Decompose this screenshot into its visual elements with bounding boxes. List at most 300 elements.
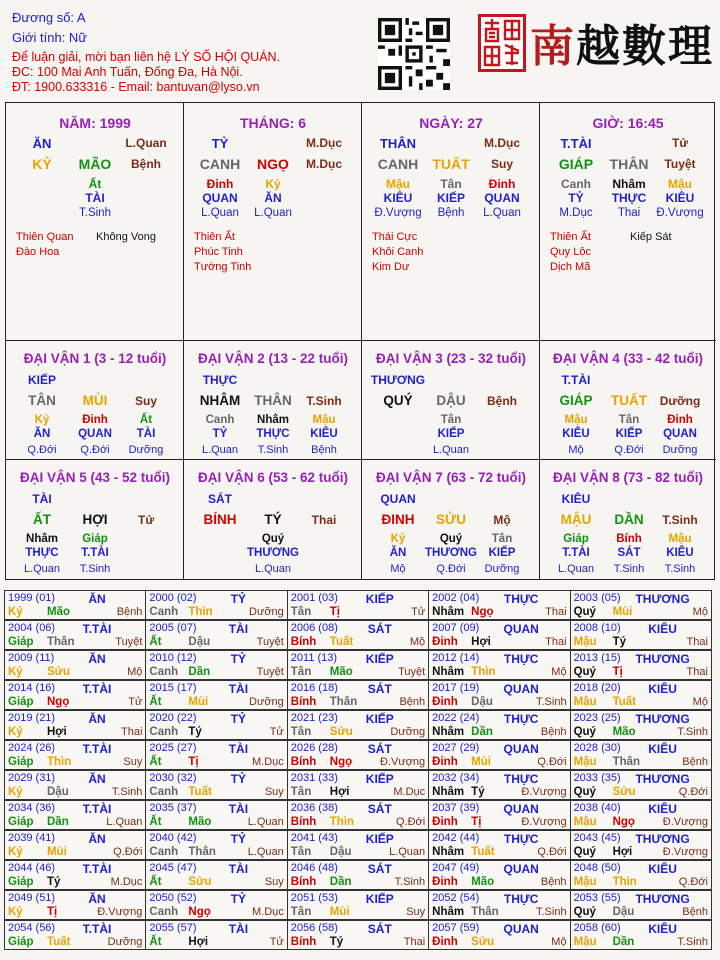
main-star-state: M.Dục	[484, 136, 520, 150]
year-cell	[570, 590, 712, 620]
main-star-state: Tử	[671, 136, 689, 150]
year-star: KIẾP	[365, 892, 394, 906]
year-stem: Đinh	[432, 756, 458, 768]
year-branch: Mão	[188, 816, 212, 828]
dai-van-star: THƯƠNG	[370, 373, 426, 387]
year-star: KIẾP	[365, 592, 394, 606]
year-cell	[145, 800, 287, 830]
year-branch: Thìn	[612, 876, 637, 888]
year-star: KIẾP	[365, 772, 394, 786]
year-state: Tuyệt	[115, 636, 143, 648]
year-label: 2016 (18)	[290, 682, 338, 694]
qr-code-icon	[378, 18, 450, 90]
earthly-branch: NGỌ	[257, 156, 289, 172]
year-branch: Ngọ	[612, 816, 635, 828]
hidden-state: Bệnh	[437, 207, 465, 219]
year-star: ĂN	[88, 712, 106, 726]
year-cell	[428, 650, 570, 680]
main-star: ĂN	[32, 136, 52, 151]
hidden-stem: Canh	[561, 177, 591, 191]
year-star: ĂN	[88, 892, 106, 906]
branch-state: M.Dục	[306, 157, 342, 171]
year-label: 2025 (27)	[149, 742, 197, 754]
year-branch: Ngọ	[188, 906, 211, 918]
year-label: 2005 (07)	[149, 622, 197, 634]
dai-van-cell	[184, 341, 362, 460]
year-cell	[287, 650, 429, 680]
hidden-state: L.Quan	[483, 207, 521, 219]
year-cell	[428, 890, 570, 920]
year-label: 2023 (25)	[573, 712, 621, 724]
dai-van-branch: SỬU	[436, 512, 466, 527]
dai-van-star: KIÊU	[561, 492, 591, 506]
dai-van-hidden-star: T.TÀI	[562, 547, 590, 559]
year-cell	[4, 620, 146, 650]
dai-van-stem: BÍNH	[203, 512, 237, 527]
year-star: THƯƠNG	[635, 712, 690, 726]
year-cell	[145, 710, 287, 740]
year-branch: Ngọ	[329, 756, 353, 768]
year-branch: Dần	[329, 876, 352, 888]
year-state: L.Quan	[247, 846, 284, 858]
year-label: 2030 (32)	[149, 772, 197, 784]
year-stem: Giáp	[8, 636, 34, 648]
year-cell	[287, 710, 429, 740]
year-cell	[428, 770, 570, 800]
year-branch: Mão	[47, 606, 70, 618]
year-label: 2049 (51)	[8, 892, 56, 904]
year-state: Tử	[128, 696, 143, 708]
dai-van-hidden-star: T.TÀI	[81, 547, 109, 559]
dai-van-state: Mộ	[493, 513, 511, 527]
year-label: 2050 (52)	[149, 892, 197, 904]
year-cell	[287, 590, 429, 620]
year-label: 2003 (05)	[573, 592, 621, 604]
year-branch: Dần	[47, 816, 69, 828]
year-state: Q.Đới	[678, 786, 708, 798]
dai-van-hidden-stem: Quý	[261, 533, 285, 545]
year-cell	[428, 800, 570, 830]
dai-van-hidden-stem: Kỷ	[390, 533, 406, 545]
year-star: KIÊU	[648, 922, 677, 936]
year-label: 2032 (34)	[432, 772, 480, 784]
year-cell	[570, 800, 712, 830]
year-star: TÀI	[228, 862, 249, 876]
year-label: 2056 (58)	[290, 922, 338, 934]
year-stem: Mậu	[573, 636, 597, 648]
dai-van-stem: GIÁP	[559, 393, 593, 408]
year-star: THỰC	[503, 652, 539, 666]
year-branch: Tị	[188, 756, 199, 768]
year-label: 2018 (20)	[573, 682, 621, 694]
year-cell	[4, 830, 146, 860]
year-label: 2058 (60)	[573, 922, 621, 934]
year-cell	[570, 770, 712, 800]
year-branch: Hợi	[329, 786, 350, 798]
dai-van-hidden-stem: Nhâm	[26, 533, 58, 545]
branch-state: Tuyệt	[664, 157, 696, 171]
year-stem: Giáp	[8, 756, 34, 768]
year-branch: Thìn	[188, 606, 213, 618]
year-stem: Tân	[290, 906, 312, 918]
year-state: M.Dục	[252, 906, 284, 918]
year-label: 2001 (03)	[290, 592, 338, 604]
year-label: 2039 (41)	[8, 832, 56, 844]
hidden-state: Đ.Vượng	[656, 207, 704, 219]
year-state: Dưỡng	[249, 606, 284, 618]
year-star: T.TÀI	[82, 862, 112, 876]
year-row	[4, 650, 716, 680]
year-stem: Giáp	[8, 696, 34, 708]
year-branch: Mùi	[188, 696, 209, 708]
year-star: SÁT	[367, 922, 392, 936]
year-label: 2052 (54)	[432, 892, 480, 904]
year-branch: Tuất	[47, 936, 71, 948]
year-branch: Mão	[612, 726, 636, 738]
year-label: 2024 (26)	[8, 742, 56, 754]
year-star: THƯƠNG	[635, 652, 690, 666]
year-label: 2047 (49)	[432, 862, 480, 874]
year-branch: Thân	[329, 696, 358, 708]
spirit: Quy Lộc	[550, 246, 591, 258]
pillar-month	[184, 103, 362, 341]
dai-van-cell	[184, 460, 362, 579]
year-stem: Tân	[290, 666, 312, 678]
year-cell	[428, 740, 570, 770]
year-stem: Quý	[573, 786, 596, 798]
year-star: T.TÀI	[82, 682, 112, 696]
hidden-star: TỶ	[568, 191, 584, 205]
year-stem: Canh	[149, 666, 179, 678]
dai-van-hidden-stem: Kỷ	[34, 414, 50, 426]
year-stem: Kỷ	[8, 786, 23, 798]
year-state: T.Sinh	[535, 696, 567, 708]
year-cell	[145, 890, 287, 920]
year-state: Thai	[545, 606, 567, 618]
hidden-star: QUAN	[484, 191, 520, 205]
dai-van-branch: DẬU	[436, 393, 466, 408]
year-branch: Thân	[471, 906, 499, 918]
year-label: 2007 (09)	[432, 622, 480, 634]
dai-van-star: T.TÀI	[561, 373, 591, 387]
year-cell	[4, 710, 146, 740]
year-cell	[145, 590, 287, 620]
year-cell	[4, 740, 146, 770]
year-star: TỶ	[230, 832, 247, 846]
year-state: Dưỡng	[249, 696, 284, 708]
year-branch: Tuất	[329, 636, 354, 648]
earthly-branch: THÂN	[609, 156, 649, 172]
year-state: Suy	[264, 786, 284, 798]
header	[0, 0, 720, 100]
year-branch: Dần	[471, 726, 493, 738]
year-branch: Dậu	[471, 696, 493, 708]
heavenly-stem: CANH	[377, 156, 419, 172]
dai-van-hidden-stem: Giáp	[563, 533, 589, 545]
year-stem: Ất	[149, 696, 162, 708]
year-label: 2015 (17)	[149, 682, 197, 694]
year-cell	[287, 620, 429, 650]
year-label: 2031 (33)	[290, 772, 338, 784]
year-star: SÁT	[367, 742, 392, 756]
year-state: Thai	[686, 636, 708, 648]
year-state: Dưỡng	[107, 936, 143, 948]
hidden-state: Đ.Vượng	[374, 207, 422, 219]
year-stem: Ất	[149, 936, 162, 948]
dai-van-title: ĐẠI VẬN 2 (13 - 22 tuổi)	[197, 351, 349, 366]
year-state: Thai	[545, 636, 567, 648]
dai-van-stem: NHÂM	[199, 393, 241, 408]
dai-van-state: Dưỡng	[659, 394, 701, 408]
year-star: TÀI	[228, 682, 249, 696]
year-branch: Thân	[188, 846, 216, 858]
year-stem: Tân	[290, 606, 312, 618]
year-star: TÀI	[228, 622, 249, 636]
dai-van-hidden-stem: Canh	[205, 414, 235, 426]
pillar-title: NGÀY: 27	[419, 115, 483, 131]
year-cell	[570, 830, 712, 860]
dai-van-hidden-star: KIÊU	[310, 428, 338, 440]
year-state: T.Sinh	[535, 906, 567, 918]
dai-van-hidden-state: Dưỡng	[484, 563, 520, 575]
dai-van-hidden-star: THƯƠNG	[425, 547, 477, 559]
hidden-stem: Mậu	[668, 177, 692, 191]
branch-state: Bệnh	[131, 157, 161, 171]
year-cell	[287, 680, 429, 710]
year-cell	[4, 860, 146, 890]
dai-van-hidden-stem: Tân	[440, 414, 462, 426]
dai-van-hidden-star: QUAN	[78, 428, 112, 440]
year-star: KIÊU	[648, 742, 677, 756]
main-star: TỶ	[211, 136, 229, 151]
year-branch: Mão	[471, 876, 495, 888]
year-row	[4, 830, 716, 860]
dai-van-stem: MẬU	[560, 512, 592, 527]
year-stem: Giáp	[8, 936, 34, 948]
dai-van-hidden-star: TỶ	[212, 428, 228, 440]
year-state: Đ.Vượng	[521, 786, 567, 798]
year-stem: Đinh	[432, 636, 458, 648]
year-row	[4, 620, 716, 650]
year-stem: Tân	[290, 726, 312, 738]
dai-van-title: ĐẠI VẬN 4 (33 - 42 tuổi)	[552, 351, 704, 366]
year-stem: Đinh	[432, 936, 458, 948]
hidden-stem: Kỷ	[265, 177, 281, 191]
year-star: T.TÀI	[82, 622, 112, 636]
dai-van-hidden-star: KIẾP	[488, 547, 516, 559]
year-state: Mộ	[127, 666, 143, 678]
hidden-stem: Đinh	[206, 177, 234, 191]
year-label: 2000 (02)	[149, 592, 197, 604]
dai-van-state: Tử	[137, 513, 155, 527]
year-stem: Bính	[290, 636, 317, 648]
year-stem: Ất	[149, 876, 162, 888]
year-state: Mộ	[409, 636, 426, 648]
dai-van-hidden-stem: Ất	[139, 414, 153, 426]
dai-van-star: TÀI	[32, 492, 52, 506]
dai-van-stem: ẤT	[33, 512, 51, 527]
brand-title: 南越數理	[530, 21, 714, 72]
year-state: Q.Đới	[537, 756, 567, 768]
dai-van-star: THỰC	[202, 373, 238, 387]
dai-van-hidden-star: KIÊU	[562, 428, 590, 440]
earthly-branch: TUẤT	[432, 156, 470, 172]
year-cell	[287, 860, 429, 890]
main-star: T.TÀI	[560, 136, 592, 151]
year-row	[4, 770, 716, 800]
year-cell	[4, 680, 146, 710]
year-branch: Thìn	[471, 666, 496, 678]
hidden-star: KIẾP	[436, 191, 466, 205]
dai-van-state: T.Sinh	[662, 513, 698, 527]
year-state: T.Sinh	[394, 876, 426, 888]
dai-van-hidden-stem: Nhâm	[257, 414, 289, 426]
year-star: SÁT	[367, 802, 392, 816]
pillar-title: THÁNG: 6	[239, 115, 307, 131]
dai-van-title: ĐẠI VẬN 1 (3 - 12 tuổi)	[23, 351, 167, 366]
year-label: 2020 (22)	[149, 712, 197, 724]
year-stem: Mậu	[573, 696, 597, 708]
year-label: 2011 (13)	[290, 652, 338, 664]
year-star: SÁT	[367, 622, 392, 636]
dai-van-hidden-stem: Quý	[439, 533, 463, 545]
year-branch: Hợi	[188, 936, 209, 948]
year-label: 2002 (04)	[432, 592, 480, 604]
year-cell	[4, 890, 146, 920]
year-cell	[570, 710, 712, 740]
year-branch: Tuất	[188, 786, 212, 798]
year-star: THƯƠNG	[635, 592, 690, 606]
year-star: TỶ	[230, 892, 247, 906]
year-label: 2004 (06)	[8, 622, 56, 634]
hidden-state: L.Quan	[254, 207, 292, 219]
dai-van-hidden-state: L.Quan	[254, 563, 292, 575]
year-row	[4, 590, 716, 620]
year-branch: Dậu	[188, 636, 211, 648]
year-state: L.Quan	[389, 846, 426, 858]
year-row	[4, 800, 716, 830]
year-label: 2042 (44)	[432, 832, 480, 844]
year-label: 2033 (35)	[573, 772, 621, 784]
year-label: 2044 (46)	[8, 862, 56, 874]
spirit: Kiếp Sát	[630, 231, 672, 243]
heavenly-stem: KỶ	[32, 156, 52, 172]
year-branch: Mùi	[471, 756, 491, 768]
dai-van-hidden-state: L.Quan	[557, 563, 595, 575]
year-stem: Tân	[290, 846, 312, 858]
year-branch: Sửu	[329, 726, 353, 738]
year-label: 2057 (59)	[432, 922, 480, 934]
year-state: Mộ	[692, 696, 708, 708]
year-star: QUAN	[503, 862, 539, 876]
year-branch: Mão	[329, 666, 353, 678]
year-stem: Giáp	[8, 816, 34, 828]
dai-van-title: ĐẠI VẬN 7 (63 - 72 tuổi)	[375, 470, 527, 485]
year-branch: Mùi	[612, 606, 633, 618]
year-stem: Quý	[573, 606, 596, 618]
year-stem: Canh	[149, 726, 179, 738]
year-star: T.TÀI	[82, 922, 112, 936]
year-label: 2028 (30)	[573, 742, 621, 754]
year-stem: Quý	[573, 726, 596, 738]
year-branch: Tý	[329, 936, 344, 948]
year-branch: Tị	[471, 816, 482, 828]
year-stem: Nhâm	[432, 666, 465, 678]
dai-van-hidden-star: KIẾP	[437, 428, 465, 440]
pillar-hour	[540, 103, 716, 341]
year-cell	[570, 920, 712, 950]
year-branch: Sửu	[612, 786, 636, 798]
hidden-star: THỰC	[611, 191, 647, 205]
year-star: ĂN	[88, 592, 106, 606]
year-star: ĂN	[88, 652, 106, 666]
year-cell	[145, 740, 287, 770]
year-cell	[145, 620, 287, 650]
dai-van-stem: QUÝ	[383, 393, 413, 408]
year-state: Q.Đới	[395, 816, 426, 828]
year-label: 2013 (15)	[573, 652, 621, 664]
dai-van-hidden-star: SÁT	[617, 547, 641, 559]
year-cell	[4, 920, 146, 950]
dai-van-cell	[362, 460, 540, 579]
dai-van-hidden-state: Q.Đới	[80, 444, 110, 456]
year-star: KIÊU	[648, 862, 677, 876]
year-stem: Kỷ	[8, 666, 23, 678]
main-star-state: M.Dục	[306, 136, 342, 150]
year-label: 2034 (36)	[8, 802, 56, 814]
phone-email-line: ĐT: 1900.633316 - Email: bantuvan@lyso.vn	[12, 80, 260, 94]
year-label: 2021 (23)	[290, 712, 338, 724]
year-row	[4, 680, 716, 710]
year-branch: Sửu	[188, 876, 212, 888]
year-stem: Ất	[149, 636, 162, 648]
year-cell	[428, 680, 570, 710]
year-cell	[428, 620, 570, 650]
year-stem: Quý	[573, 846, 596, 858]
dai-van-hidden-stem: Mậu	[564, 414, 588, 426]
year-star: TỶ	[230, 772, 247, 786]
year-state: Thai	[120, 726, 143, 738]
year-state: Dưỡng	[390, 726, 426, 738]
hidden-star: KIÊU	[383, 191, 413, 205]
year-star: TỶ	[230, 712, 247, 726]
year-branch: Tý	[612, 636, 626, 648]
year-row	[4, 710, 716, 740]
year-label: 2010 (12)	[149, 652, 197, 664]
dai-van-branch: TÝ	[264, 512, 282, 527]
dai-van-hidden-stem: Đinh	[82, 414, 108, 426]
dai-van-hidden-state: Mộ	[568, 444, 584, 456]
year-branch: Dậu	[329, 846, 352, 858]
year-branch: Tý	[471, 786, 485, 798]
year-branch: Thân	[47, 636, 75, 648]
year-stem: Đinh	[432, 816, 458, 828]
spirit: Thiên Ất	[194, 231, 235, 243]
dai-van-hidden-star: THỰC	[25, 547, 59, 559]
year-state: Mộ	[692, 606, 708, 618]
year-stem: Giáp	[8, 876, 34, 888]
year-label: 2006 (08)	[290, 622, 338, 634]
year-cell	[4, 770, 146, 800]
year-cell	[287, 770, 429, 800]
year-state: Tuyệt	[398, 666, 426, 678]
year-state: Tử	[411, 606, 426, 618]
year-star: TÀI	[228, 742, 249, 756]
gender: Giới tính: Nữ	[12, 30, 88, 45]
dai-van-title: ĐẠI VẬN 5 (43 - 52 tuổi)	[19, 470, 171, 485]
year-stem: Bính	[290, 936, 317, 948]
year-branch: Dần	[612, 936, 635, 948]
